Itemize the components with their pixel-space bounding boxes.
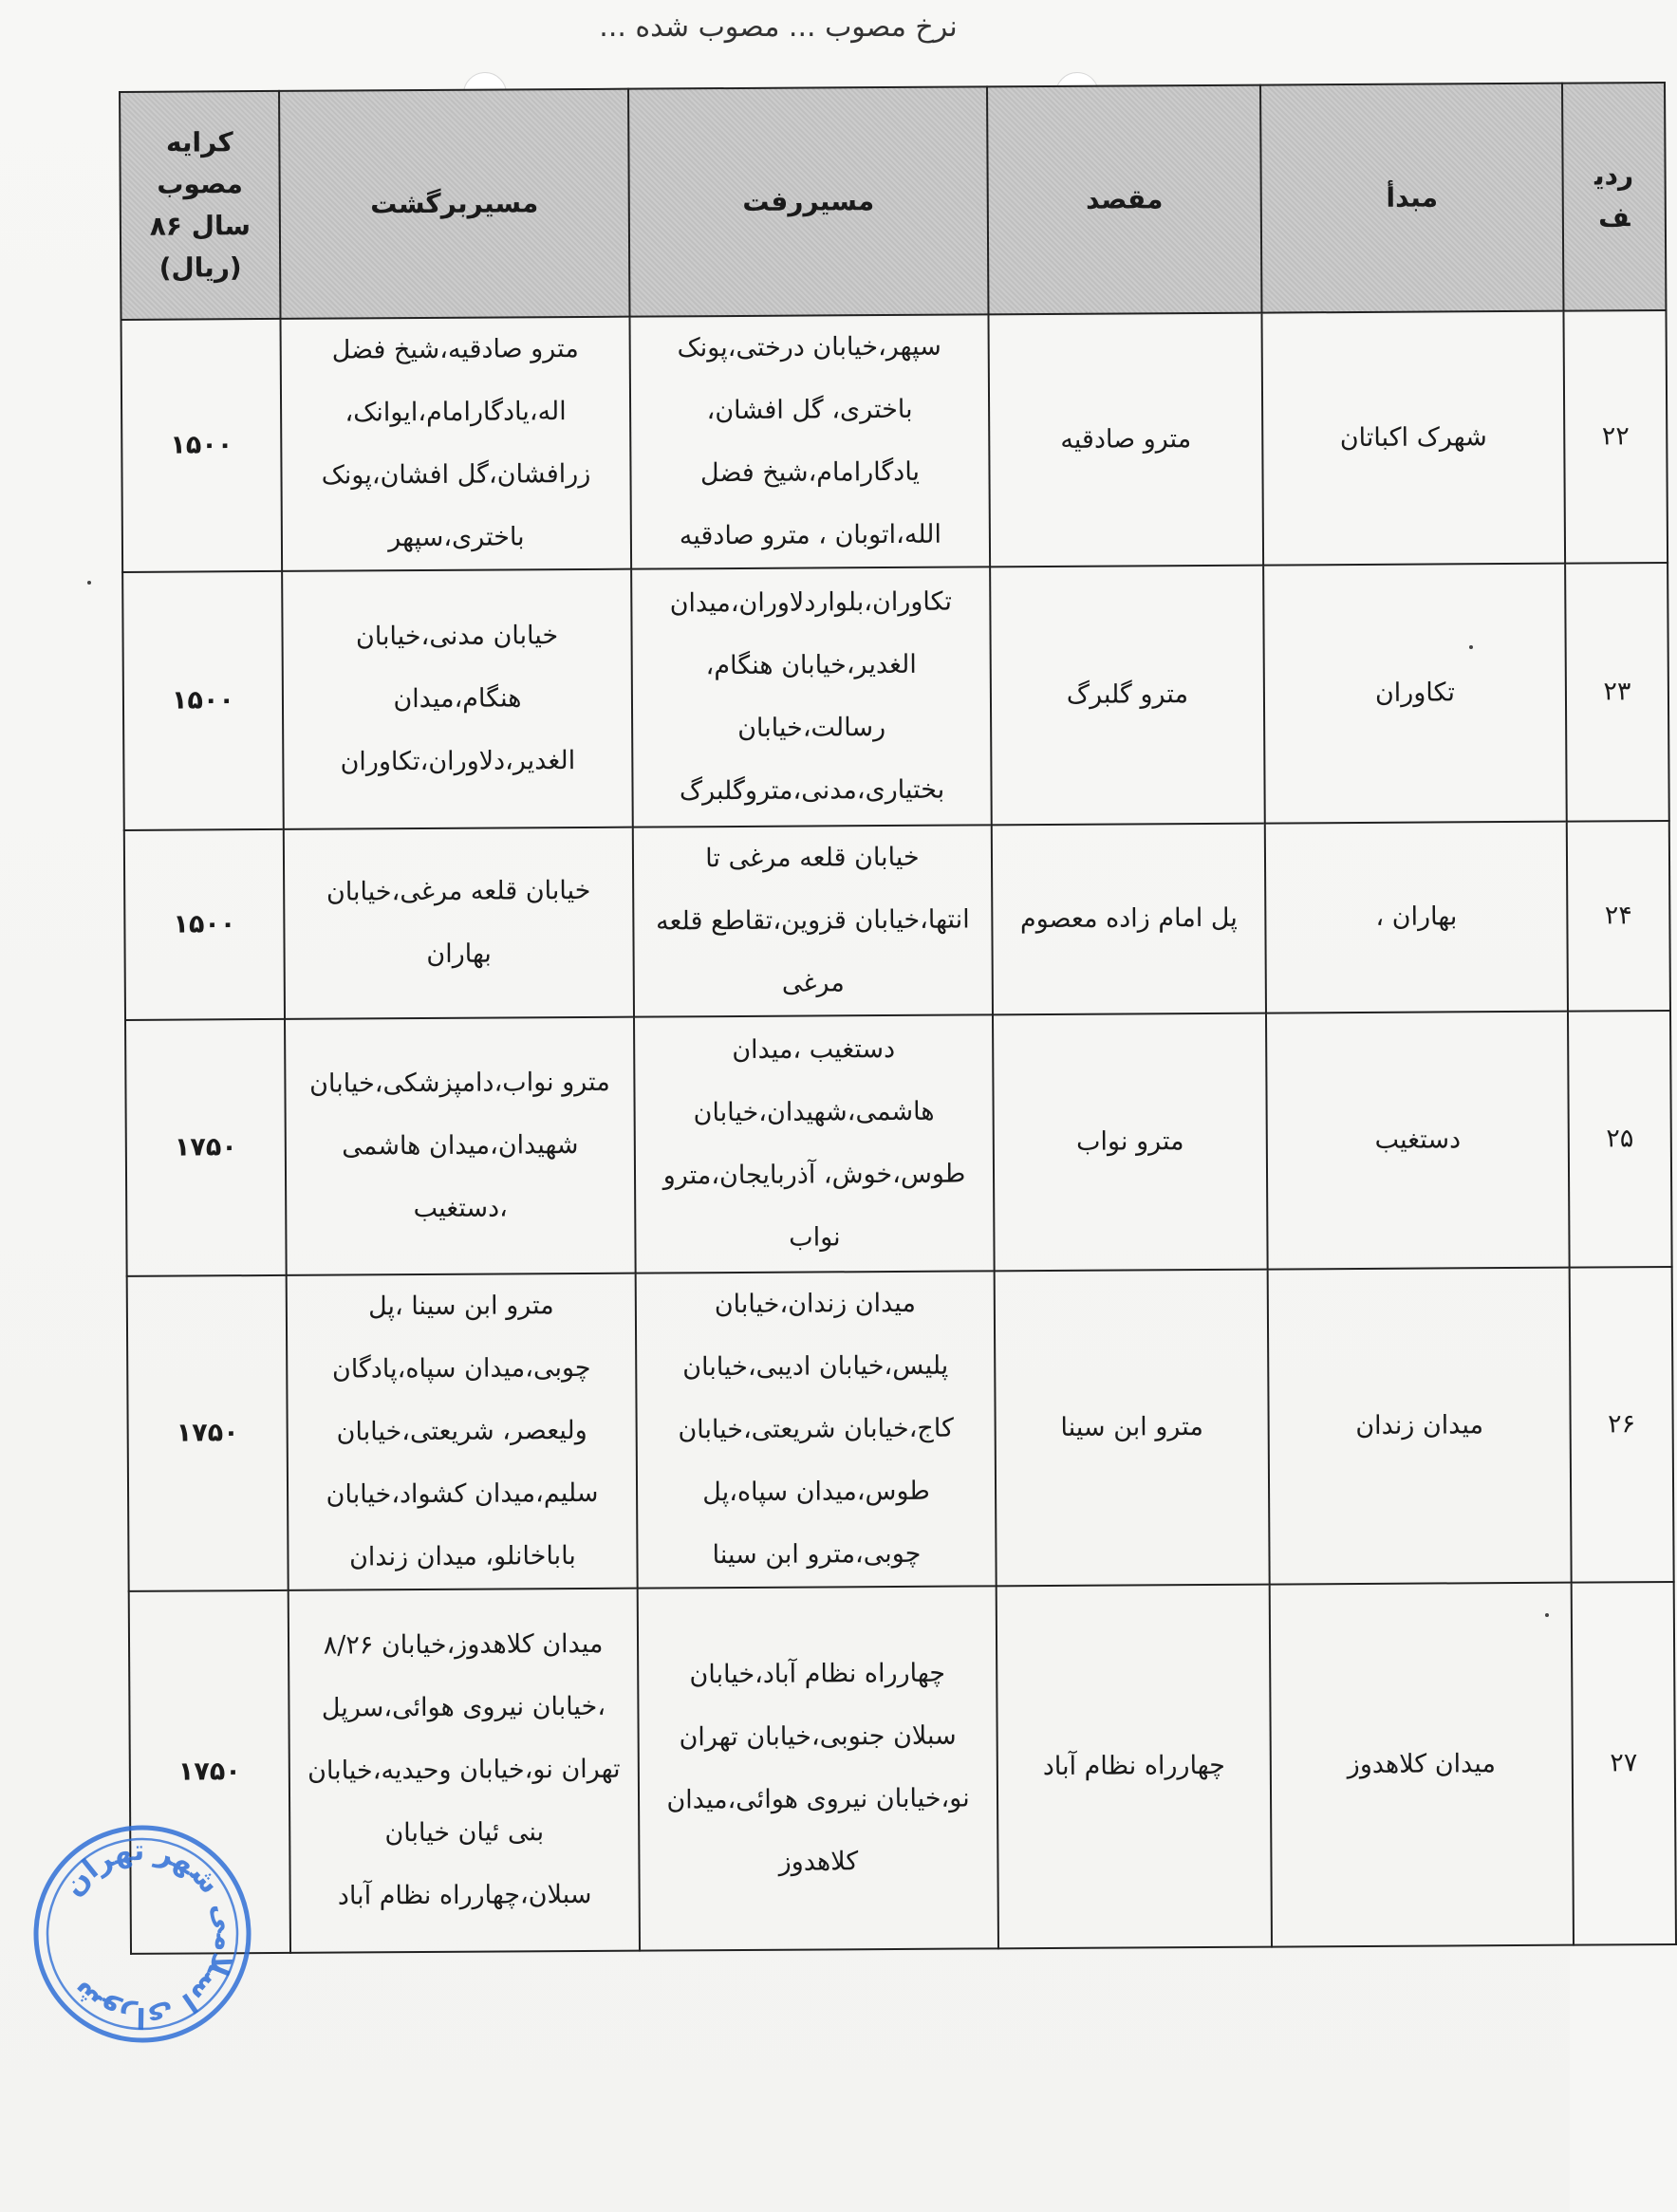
cell-masir-bargasht: خیابان مدنی،خیابان هنگام،میدان الغدیر،دلاوران،تکاوران [282, 569, 633, 829]
cell-radif: ۲۵ [1568, 1011, 1672, 1268]
cell-masir-raft: چهارراه نظام آباد،خیابان سبلان جنوبی،خیابان تهران نو،خیابان نیروی هوائی،میدان کلاهدوز [638, 1586, 998, 1950]
cell-masir-raft: سپهر،خیابان درختی،پونک باختری، گل افشان، یادگارامام،شیخ فضل الله،اتوبان ، مترو صادقیه [629, 314, 990, 568]
cell-masir-bargasht: مترو ابن سینا ،پل چوبی،میدان سپاه،پادگان ولیعصر، شریعتی،خیابان سلیم،میدان کشواد،خیابان باباخانلو، میدان زندان [287, 1273, 638, 1590]
cell-kerayeh: ۱۷۵۰ [125, 1019, 287, 1276]
cell-kerayeh: ۱۷۵۰ [127, 1275, 289, 1591]
cell-mabda: شهرک اکباتان [1261, 311, 1565, 566]
svg-text:شورای اسلامی شهر تهران [57, 1834, 243, 2035]
scan-speck [1545, 1613, 1549, 1617]
table-row [127, 1267, 1674, 1591]
table-row [129, 1582, 1676, 1954]
cell-radif: ۲۲ [1563, 310, 1668, 564]
header-masir-bargasht: مسیربرگشت [279, 89, 629, 319]
header-maqsad: مقصد [987, 85, 1261, 315]
scan-speck [1469, 645, 1473, 649]
table-row [122, 563, 1669, 830]
cell-kerayeh: ۱۵۰۰ [121, 319, 283, 572]
fare-routes-table [119, 82, 1677, 1955]
cell-kerayeh: ۱۵۰۰ [124, 829, 285, 1020]
official-seal-stamp [28, 1820, 256, 2048]
header-kerayeh: کرایه مصوب سال ۸۶ (ریال) [120, 91, 280, 320]
cell-mabda: دستغیب [1266, 1012, 1570, 1270]
cell-masir-raft: تکاوران،بلواردلاوران،میدان الغدیر،خیابان هنگام، رسالت،خیابان بختیاری،مدنی،متروگلبرگ [631, 567, 992, 827]
seal-text: شورای اسلامی شهر تهران [56, 1833, 243, 2035]
table-row [124, 821, 1670, 1020]
cell-masir-bargasht: خیابان قلعه مرغی،خیابان بهاران [284, 827, 634, 1019]
cell-maqsad: پل امام زاده معصوم [992, 824, 1266, 1015]
table-row [125, 1011, 1672, 1276]
cell-masir-bargasht: میدان کلاهدوز،خیابان ۸/۲۶ ،خیابان نیروی هوائی،سرپل تهران نو،خیابان وحیدیه،خیابان بنی ئیان خیابان سبلان،چهارراه نظام آباد [289, 1589, 640, 1953]
cell-radif: ۲۶ [1570, 1267, 1674, 1583]
header-masir-raft: مسیررفت [628, 86, 988, 316]
table-row [121, 310, 1668, 572]
header-mabda: مبدأ [1260, 84, 1563, 313]
cell-mabda: میدان کلاهدوز [1270, 1583, 1574, 1947]
cell-kerayeh: ۱۷۵۰ [129, 1590, 290, 1954]
cell-radif: ۲۷ [1572, 1582, 1676, 1945]
cell-masir-raft: میدان زندان،خیابان پلیس،خیابان ادیبی،خیابان کاج،خیابان شریعتی،خیابان طوس،میدان سپاه،پل چوبی،مترو ابن سینا [636, 1271, 997, 1588]
cell-masir-bargasht: مترو صادقیه،شیخ فضل اله،یادگارامام،ایوانک، زرافشان،گل افشان،پونک باختری،سپهر [280, 317, 631, 571]
cell-maqsad: مترو گلبرگ [990, 566, 1265, 826]
scan-speck [87, 581, 91, 585]
header-radif: ردیف [1562, 83, 1666, 311]
cell-masir-bargasht: مترو نواب،دامپزشکی،خیابان شهیدان،میدان هاشمی ،دستغیب [285, 1017, 636, 1275]
cell-mabda: تکاوران [1263, 564, 1567, 824]
page-header-fragment: نرخ مصوب ... مصوب شده ... [599, 10, 958, 44]
cell-radif: ۲۴ [1567, 821, 1670, 1012]
cell-radif: ۲۳ [1565, 563, 1669, 822]
table-header-row [120, 83, 1666, 320]
cell-kerayeh: ۱۵۰۰ [122, 571, 284, 830]
cell-maqsad: مترو ابن سینا [995, 1270, 1270, 1587]
cell-maqsad: چهارراه نظام آباد [997, 1585, 1272, 1949]
cell-mabda: بهاران ، [1265, 822, 1568, 1013]
cell-maqsad: مترو نواب [993, 1013, 1268, 1272]
cell-mabda: میدان زندان [1268, 1268, 1572, 1585]
cell-masir-raft: خیابان قلعه مرغی تا انتها،خیابان قزوین،تقاطع قلعه مرغی [633, 825, 993, 1016]
cell-masir-raft: دستغیب ،میدان هاشمی،شهیدان،خیابان طوس،خوش، آذربایجان،مترو نواب [634, 1014, 995, 1273]
cell-maqsad: مترو صادقیه [988, 313, 1263, 567]
